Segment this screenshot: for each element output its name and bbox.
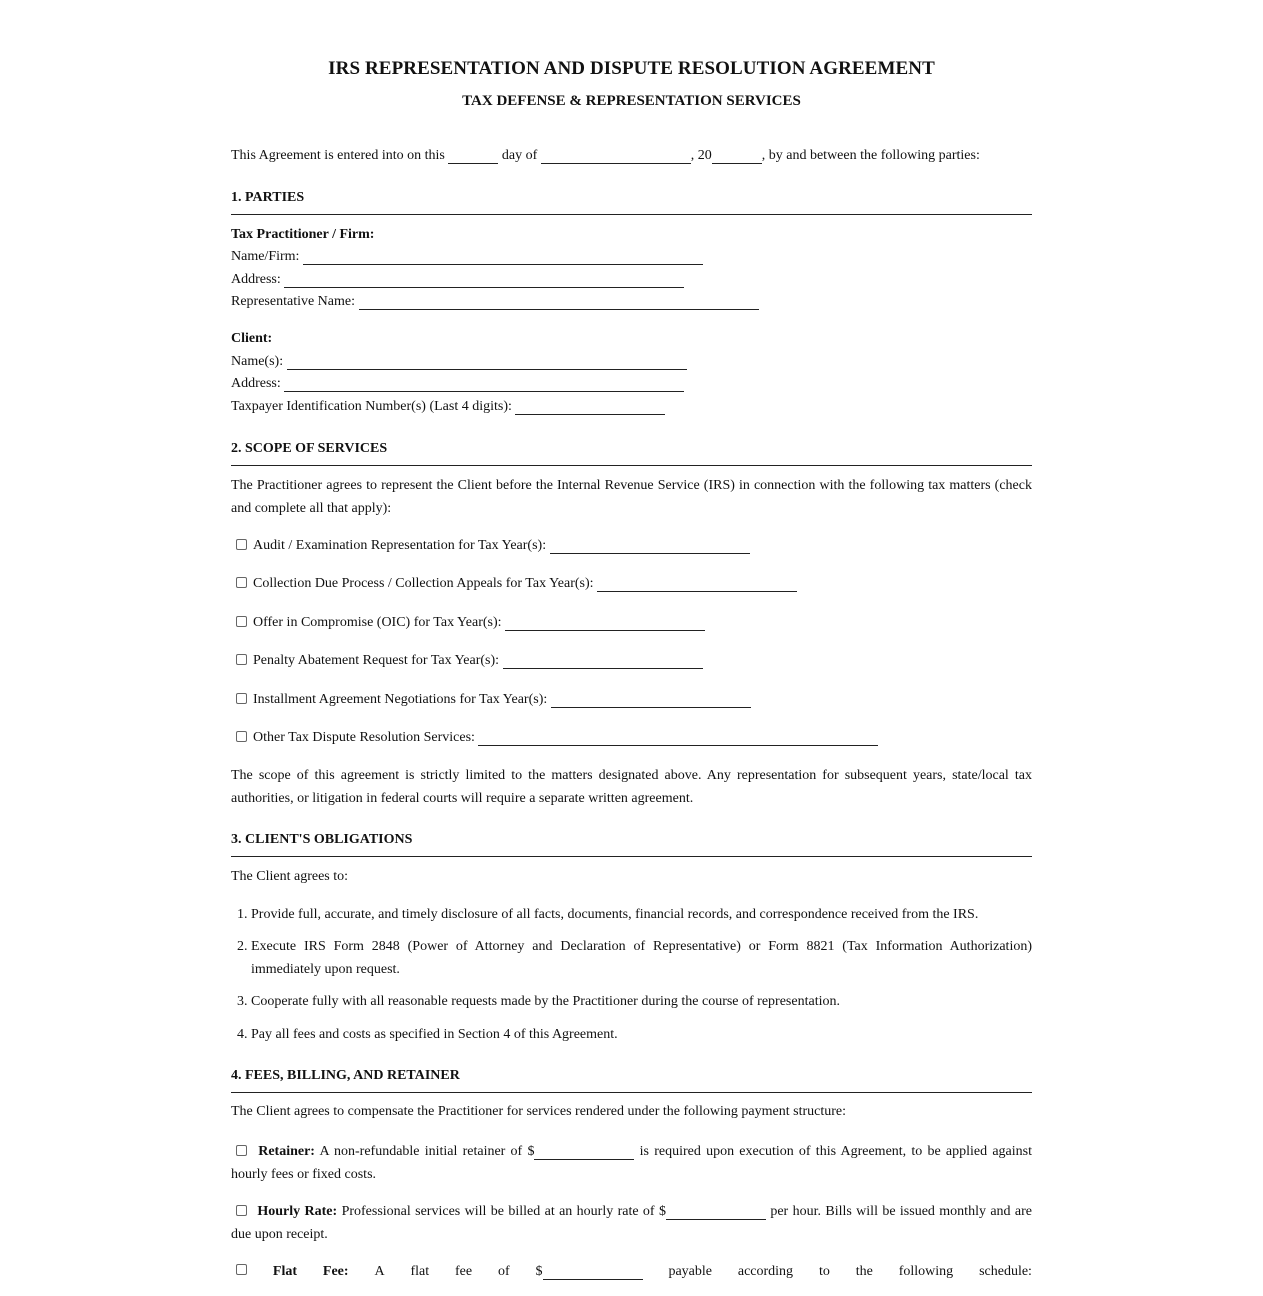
section-heading-obligations: 3. CLIENT'S OBLIGATIONS	[231, 831, 1032, 857]
client-names-label: Name(s):	[231, 354, 284, 369]
scope-option-label: Other Tax Dispute Resolution Services:	[253, 730, 475, 745]
year-blank[interactable]	[712, 147, 762, 164]
section-heading-scope: 2. SCOPE OF SERVICES	[231, 440, 1032, 466]
penalty-checkbox[interactable]	[236, 654, 247, 665]
intro-text-1: This Agreement is entered into on this	[231, 148, 445, 163]
hourly-checkbox[interactable]	[236, 1205, 247, 1216]
flat-fee-word: flat	[410, 1264, 430, 1279]
flat-fee-word: Flat	[272, 1264, 297, 1279]
client-names-row	[231, 353, 687, 371]
scope-option-label: Audit / Examination Representation for Tax Year(s):	[253, 538, 547, 553]
practitioner-address-field[interactable]	[284, 271, 684, 288]
document-subtitle: TAX DEFENSE & REPRESENTATION SERVICES	[462, 93, 801, 109]
intro-text-4: , by and between the following parties:	[761, 148, 980, 163]
flat-fee-word: following	[898, 1264, 954, 1279]
flat-fee-amount-field[interactable]	[543, 1263, 643, 1280]
collection-years-field[interactable]	[597, 575, 797, 592]
flat-fee-amount-group	[536, 1263, 643, 1281]
hourly-rate-field[interactable]	[666, 1203, 766, 1220]
oic-checkbox[interactable]	[236, 616, 247, 627]
installment-years-field[interactable]	[551, 691, 751, 708]
tin-row	[231, 398, 665, 416]
tin-field[interactable]	[515, 398, 665, 415]
scope-option-other	[231, 729, 878, 747]
hourly-label: Hourly Rate:	[257, 1204, 338, 1219]
scope-option-label: Installment Agreement Negotiations for Tax Year(s):	[253, 692, 548, 707]
practitioner-heading: Tax Practitioner / Firm:	[231, 227, 375, 242]
obligations-intro: The Client agrees to:	[231, 869, 349, 884]
section-heading-parties: 1. PARTIES	[231, 189, 1032, 215]
flat-fee-word: A	[374, 1264, 385, 1279]
collection-checkbox[interactable]	[236, 577, 247, 588]
flat-fee-word: to	[818, 1264, 830, 1279]
obligation-number: 2.	[237, 939, 248, 954]
scope-option-oic	[231, 614, 705, 632]
obligation-number: 3.	[237, 994, 248, 1009]
obligation-item	[237, 990, 1032, 1013]
retainer-paragraph	[231, 1140, 1032, 1186]
client-names-field[interactable]	[287, 353, 687, 370]
obligation-item	[237, 1023, 1032, 1046]
obligation-text: Provide full, accurate, and timely disclosure of all facts, documents, financial records, and correspondence received from the IRS.	[251, 907, 979, 922]
retainer-text-post: is required upon execution of this Agreement, to be applied against hourly fees or fixed costs.	[231, 1144, 1033, 1182]
oic-years-field[interactable]	[505, 614, 705, 631]
tin-label: Taxpayer Identification Number(s) (Last 4 digits):	[231, 399, 512, 414]
retainer-amount-field[interactable]	[534, 1143, 634, 1160]
scope-option-installment	[231, 691, 751, 709]
section-heading-fees: 4. FEES, BILLING, AND RETAINER	[231, 1067, 1032, 1093]
flat-fee-word: of	[497, 1264, 510, 1279]
intro-text-3: , 20	[690, 148, 712, 163]
obligation-number: 1.	[237, 907, 248, 922]
month-blank[interactable]	[541, 147, 691, 164]
flat-fee-word: schedule:	[979, 1264, 1032, 1279]
obligation-text: Execute IRS Form 2848 (Power of Attorney and Declaration of Representative) or Form 8821 (Tax Information Authorization) immediately upon request.	[251, 939, 1032, 977]
intro-text-2: day of	[501, 148, 538, 163]
client-address-field[interactable]	[284, 375, 684, 392]
flat-fee-word: according	[737, 1264, 794, 1279]
client-address-row	[231, 375, 684, 393]
representative-name-field[interactable]	[359, 293, 759, 310]
representative-row	[231, 293, 759, 311]
audit-years-field[interactable]	[550, 537, 750, 554]
retainer-text-pre: A non-refundable initial retainer of $	[319, 1144, 535, 1159]
scope-option-label: Offer in Compromise (OIC) for Tax Year(s):	[253, 615, 502, 630]
name-firm-field[interactable]	[303, 248, 703, 265]
flat-fee-word: fee	[455, 1264, 473, 1279]
obligation-number: 4.	[237, 1027, 248, 1042]
retainer-checkbox[interactable]	[236, 1145, 247, 1156]
practitioner-address-row	[231, 271, 684, 289]
scope-option-penalty	[231, 652, 703, 670]
flat-fee-word: the	[855, 1264, 873, 1279]
representative-name-label: Representative Name:	[231, 294, 356, 309]
scope-option-label: Penalty Abatement Request for Tax Year(s):	[253, 653, 500, 668]
flat-fee-checkbox[interactable]	[236, 1264, 247, 1275]
client-heading: Client:	[231, 331, 273, 346]
flat-fee-word: $	[535, 1264, 543, 1279]
scope-limit-paragraph: The scope of this agreement is strictly limited to the matters designated above. Any representation for subsequent years, state/local tax authorities, or litigation in federal courts will require a separate written agreement.	[231, 768, 1032, 806]
other-services-field[interactable]	[478, 729, 878, 746]
scope-option-label: Collection Due Process / Collection Appeals for Tax Year(s):	[253, 576, 594, 591]
hourly-paragraph	[231, 1200, 1032, 1246]
flat-fee-word: Fee:	[322, 1264, 349, 1279]
scope-option-collection	[231, 575, 797, 593]
audit-checkbox[interactable]	[236, 539, 247, 550]
client-address-label: Address:	[231, 376, 281, 391]
obligation-text: Pay all fees and costs as specified in Section 4 of this Agreement.	[251, 1027, 618, 1042]
penalty-years-field[interactable]	[503, 652, 703, 669]
flat-fee-word: payable	[668, 1264, 712, 1279]
retainer-label: Retainer:	[258, 1144, 315, 1159]
flat-fee-row	[231, 1263, 1032, 1281]
obligation-text: Cooperate fully with all reasonable requests made by the Practitioner during the course of representation.	[251, 994, 840, 1009]
installment-checkbox[interactable]	[236, 693, 247, 704]
intro-line	[231, 147, 980, 165]
scope-option-audit	[231, 537, 750, 555]
other-checkbox[interactable]	[236, 731, 247, 742]
fees-intro: The Client agrees to compensate the Practitioner for services rendered under the following payment structure:	[231, 1104, 847, 1119]
practitioner-name-row	[231, 248, 703, 266]
day-blank[interactable]	[448, 147, 498, 164]
document-title: IRS REPRESENTATION AND DISPUTE RESOLUTION AGREEMENT	[328, 58, 935, 79]
name-firm-label: Name/Firm:	[231, 249, 300, 264]
hourly-text-pre: Professional services will be billed at an hourly rate of $	[341, 1204, 666, 1219]
address-label: Address:	[231, 272, 281, 287]
obligation-item	[237, 935, 1032, 981]
scope-intro: The Practitioner agrees to represent the Client before the Internal Revenue Service (IRS) in connection with the following tax matters (check and complete all that apply):	[231, 478, 1032, 516]
obligation-item	[237, 903, 1032, 926]
hourly-text-post: per hour. Bills will be issued monthly and are due upon receipt.	[231, 1204, 1033, 1242]
